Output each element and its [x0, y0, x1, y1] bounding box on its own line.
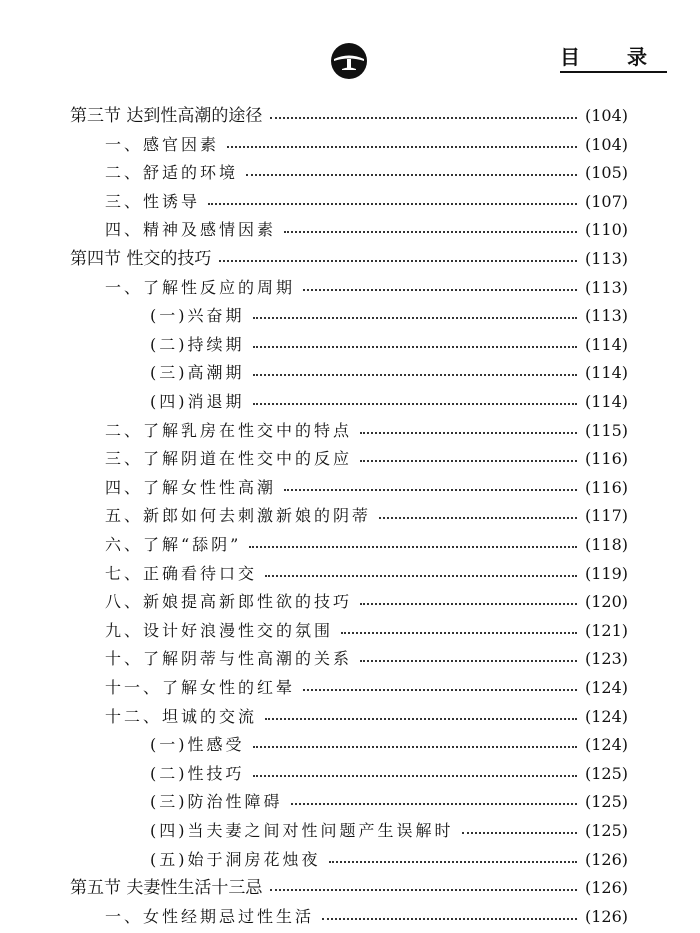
dot-leader [253, 775, 577, 777]
toc-entry-title: 七、正确看待口交 [105, 563, 258, 583]
toc-entry-page: (126) [584, 878, 628, 898]
dot-leader [360, 460, 577, 462]
toc-entry-title: 二、舒适的环境 [105, 163, 239, 183]
toc-entry-title: (二)持续期 [150, 334, 245, 354]
dot-leader [303, 289, 577, 291]
toc-entry [105, 216, 628, 244]
dot-leader [322, 918, 577, 920]
toc-entry-page: (113) [584, 306, 628, 326]
dot-leader [341, 632, 577, 634]
dot-leader [253, 374, 577, 376]
toc-entry-page: (116) [584, 477, 628, 497]
dot-leader [253, 403, 577, 405]
toc-entry [105, 274, 628, 302]
toc-entry [150, 359, 628, 387]
toc-entry-title: 第五节 夫妻性生活十三忌 [70, 878, 263, 899]
toc-entry-page: (104) [584, 106, 628, 125]
toc-entry-title: (四)当夫妻之间对性问题产生误解时 [150, 821, 454, 840]
toc-entry-page: (113) [584, 277, 628, 297]
toc-entry [105, 531, 628, 559]
toc-entry-page: (120) [584, 592, 628, 612]
dot-leader [253, 346, 577, 348]
toc-entry-title: 十二、坦诚的交流 [105, 706, 258, 726]
toc-entry-title: 三、性诱导 [105, 191, 201, 211]
toc-entry [150, 788, 628, 816]
toc-entry [70, 102, 628, 130]
toc-entry-title: 一、了解性反应的周期 [105, 277, 296, 297]
toc-entry [150, 331, 628, 359]
dot-leader [379, 517, 577, 519]
toc-entry-page: (115) [584, 420, 628, 440]
toc-entry-page: (114) [584, 334, 628, 354]
toc-entry-title: 十一、了解女性的红晕 [105, 678, 296, 697]
toc-entry [105, 645, 628, 673]
dot-leader [253, 746, 577, 748]
toc-entry-page: (126) [584, 849, 628, 869]
page-title: 目 录 [560, 45, 667, 73]
toc-entry [105, 560, 628, 588]
toc-entry [105, 588, 628, 616]
toc-entry-title: (一)兴奋期 [150, 306, 245, 326]
toc-entry-title: 第三节 达到性高潮的途径 [70, 106, 263, 126]
toc-entry-page: (125) [584, 792, 628, 812]
toc-entry-title: 四、精神及感情因素 [105, 220, 277, 240]
dot-leader [253, 317, 577, 319]
toc-entry-title: 第四节 性交的技巧 [70, 249, 212, 269]
toc-entry-page: (107) [584, 191, 628, 211]
dot-leader [208, 203, 577, 205]
toc-entry-page: (116) [584, 449, 628, 469]
toc-entry [150, 760, 628, 788]
toc-entry-page: (118) [584, 535, 628, 554]
toc-entry [150, 388, 628, 416]
toc-entry [105, 474, 628, 502]
toc-entry-title: 六、了解“舔阴” [105, 535, 242, 554]
toc-entry-title: (三)高潮期 [150, 363, 245, 383]
toc-entry [150, 846, 628, 874]
toc-entry-page: (121) [584, 620, 628, 640]
toc-entry-page: (104) [584, 134, 628, 154]
toc-entry-title: 三、了解阴道在性交中的反应 [105, 449, 353, 469]
toc-entry [105, 903, 628, 931]
toc-entry-title: 二、了解乳房在性交中的特点 [105, 420, 353, 440]
toc-entry [70, 245, 628, 273]
dot-leader [360, 432, 577, 434]
toc-entry-title: 十、了解阴蒂与性高潮的关系 [105, 649, 353, 669]
toc-entry-page: (125) [584, 821, 628, 840]
toc-entry-page: (113) [584, 249, 628, 268]
toc-entry-title: (三)防治性障碍 [150, 792, 283, 812]
toc-entry [105, 159, 628, 187]
dot-leader [227, 146, 577, 148]
toc-entry-title: (一)性感受 [150, 735, 245, 755]
toc-entry-title: 八、新娘提高新郎性欲的技巧 [105, 592, 353, 612]
toc-entry-page: (123) [584, 649, 628, 669]
toc-entry [105, 417, 628, 445]
toc-entry [105, 445, 628, 473]
toc-entry [105, 703, 628, 731]
toc-entry-page: (110) [584, 220, 628, 240]
dot-leader [270, 117, 577, 119]
dot-leader [249, 546, 577, 548]
toc-entry-title: 四、了解女性性高潮 [105, 477, 277, 497]
toc-entry-page: (117) [584, 506, 628, 526]
toc-entry [105, 188, 628, 216]
dot-leader [270, 889, 577, 891]
toc-entry-page: (105) [584, 163, 628, 183]
toc-entry-title: (二)性技巧 [150, 763, 245, 783]
toc-entry [150, 731, 628, 759]
toc-entry-page: (114) [584, 363, 628, 383]
dot-leader [329, 861, 577, 863]
toc-entry-title: 一、感官因素 [105, 134, 220, 154]
chapter-logo-icon [330, 42, 368, 80]
toc-entry-title: 九、设计好浪漫性交的氛围 [105, 620, 334, 640]
toc-entry-title: (四)消退期 [150, 392, 245, 411]
toc-entry-page: (124) [584, 706, 628, 726]
dot-leader [284, 231, 577, 233]
toc-entry-title: 一、女性经期忌过性生活 [105, 906, 315, 926]
toc-entry [70, 874, 628, 902]
dot-leader [284, 489, 577, 491]
toc-entry [105, 502, 628, 530]
dot-leader [219, 260, 577, 262]
toc-entry [105, 131, 628, 159]
toc-entry-page: (124) [584, 735, 628, 755]
toc-entry [150, 817, 628, 845]
toc-entry [150, 302, 628, 330]
toc-entry-page: (126) [584, 906, 628, 926]
toc-entry-page: (114) [584, 392, 628, 411]
dot-leader [265, 575, 577, 577]
toc-entry-title: (五)始于洞房花烛夜 [150, 849, 321, 869]
dot-leader [265, 718, 577, 720]
toc-entry-title: 五、新郎如何去刺激新娘的阴蒂 [105, 506, 372, 526]
toc-entry-page: (124) [584, 678, 628, 697]
dot-leader [246, 174, 577, 176]
dot-leader [360, 660, 577, 662]
dot-leader [291, 803, 577, 805]
toc-entry [105, 674, 628, 702]
dot-leader [462, 832, 577, 834]
dot-leader [303, 689, 577, 691]
toc-entry [105, 617, 628, 645]
toc-entry-page: (119) [584, 563, 628, 583]
toc-entry-page: (125) [584, 763, 628, 783]
dot-leader [360, 603, 577, 605]
